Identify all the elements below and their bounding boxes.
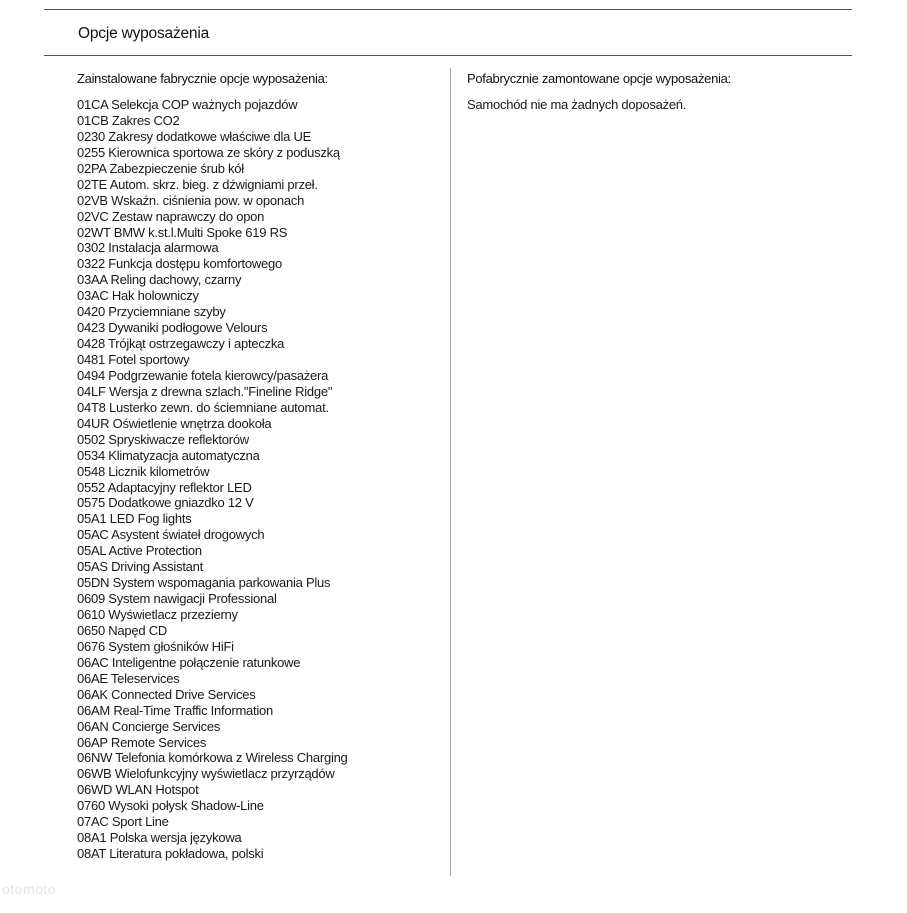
option-item: 03AC Hak holowniczy	[77, 288, 199, 304]
page-title: Opcje wyposażenia	[78, 25, 210, 42]
option-item: 0255 Kierownica sportowa ze skóry z poduszką	[77, 144, 340, 160]
option-item: 06AM Real-Time Traffic Information	[77, 702, 273, 718]
option-item: 0650 Napęd CD	[77, 622, 167, 638]
top-divider	[44, 9, 852, 10]
factory-options-list	[77, 97, 447, 862]
option-item: 06AP Remote Services	[77, 734, 207, 750]
option-item: 0428 Trójkąt ostrzegawczy i apteczka	[77, 336, 285, 352]
option-item: 08A1 Polska wersja językowa	[77, 830, 242, 846]
option-item: 05A1 LED Fog lights	[77, 511, 192, 527]
option-item: 04UR Oświetlenie wnętrza dookoła	[77, 415, 272, 431]
option-item: 01CB Zakres CO2	[77, 112, 180, 128]
option-item: 0534 Klimatyzacja automatyczna	[77, 447, 260, 463]
option-item: 02VB Wskaźn. ciśnienia pow. w oponach	[77, 192, 305, 208]
column-divider	[450, 68, 451, 876]
option-item: 06AK Connected Drive Services	[77, 686, 256, 702]
factory-options-section	[77, 70, 447, 862]
option-item: 0548 Licznik kilometrów	[77, 463, 210, 479]
option-item: 06NW Telefonia komórkowa z Wireless Charging	[77, 750, 348, 766]
option-item: 01CA Selekcja COP ważnych pojazdów	[77, 97, 298, 112]
option-item: 0552 Adaptacyjny reflektor LED	[77, 479, 252, 495]
factory-options-heading: Zainstalowane fabrycznie opcje wyposażenia:	[77, 71, 328, 86]
option-item: 0481 Fotel sportowy	[77, 352, 190, 367]
option-item: 02WT BMW k.st.l.Multi Spoke 619 RS	[77, 224, 288, 240]
option-item: 0420 Przyciemniane szyby	[77, 304, 226, 320]
option-item: 05AC Asystent świateł drogowych	[77, 527, 265, 543]
header-divider	[44, 55, 852, 56]
option-item: 06AC Inteligentne połączenie ratunkowe	[77, 654, 301, 670]
option-item: 06AN Concierge Services	[77, 718, 221, 734]
option-item: 0494 Podgrzewanie fotela kierowcy/pasażera	[77, 367, 329, 383]
aftermarket-options-text: Samochód nie ma żadnych doposażeń.	[467, 97, 687, 112]
option-item: 06WD WLAN Hotspot	[77, 782, 199, 798]
option-item: 02VC Zestaw naprawczy do opon	[77, 208, 265, 224]
option-item: 02PA Zabezpieczenie śrub kół	[77, 160, 244, 176]
option-item: 05DN System wspomagania parkowania Plus	[77, 575, 331, 591]
option-item: 0230 Zakresy dodatkowe właściwe dla UE	[77, 128, 312, 144]
option-item: 0760 Wysoki połysk Shadow-Line	[77, 798, 264, 814]
option-item: 03AA Reling dachowy, czarny	[77, 272, 242, 288]
option-item: 06WB Wielofunkcyjny wyświetlacz przyrządów	[77, 766, 335, 782]
option-item: 0302 Instalacja alarmowa	[77, 240, 219, 256]
option-item: 0676 System głośników HiFi	[77, 638, 234, 654]
option-item: 0575 Dodatkowe gniazdko 12 V	[77, 495, 254, 511]
option-item: 04LF Wersja z drewna szlach."Fineline Ridge"	[77, 383, 333, 399]
option-item: 0322 Funkcja dostępu komfortowego	[77, 256, 282, 272]
option-item: 0423 Dywaniki podłogowe Velours	[77, 320, 268, 336]
aftermarket-options-section	[467, 70, 847, 113]
option-item: 08AT Literatura pokładowa, polski	[77, 846, 264, 862]
option-item: 05AL Active Protection	[77, 543, 202, 559]
option-item: 0610 Wyświetlacz przezierny	[77, 607, 238, 622]
watermark-logo: otomoto	[2, 881, 57, 897]
option-item: 0502 Spryskiwacze reflektorów	[77, 431, 249, 447]
option-item: 04T8 Lusterko zewn. do ściemniane automat.	[77, 399, 329, 415]
option-item: 06AE Teleservices	[77, 670, 180, 686]
aftermarket-options-heading: Pofabrycznie zamontowane opcje wyposażenia:	[467, 71, 731, 86]
option-item: 02TE Autom. skrz. bieg. z dźwigniami przeł.	[77, 176, 318, 192]
option-item: 07AC Sport Line	[77, 814, 169, 830]
option-item: 05AS Driving Assistant	[77, 559, 204, 575]
option-item: 0609 System nawigacji Professional	[77, 591, 277, 607]
